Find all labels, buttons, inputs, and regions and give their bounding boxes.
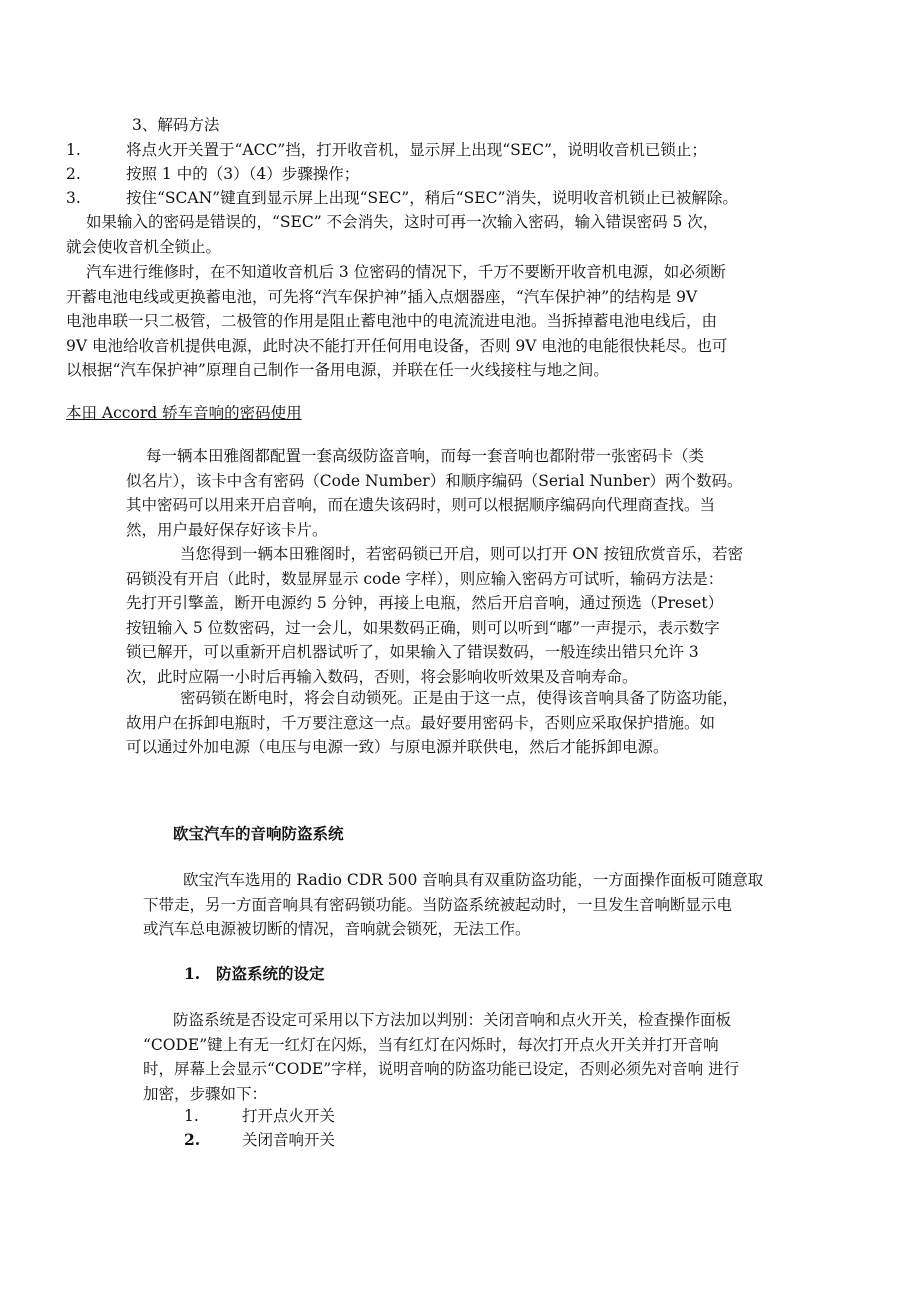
list-item: 1. 打开点火开关	[184, 1107, 336, 1125]
paragraph: 欧宝汽车选用的 Radio CDR 500 音响具有双重防盗功能，一方面操作面板可随意取 下带走，另一方面音响具有密码锁功能。当防盗系统被起动时，一旦发生音响断显示电 或汽车总电源被切断的情况，音响就会锁死，无法工作。	[143, 871, 764, 938]
list-item: 2. 关闭音响开关	[184, 1130, 336, 1149]
paragraph: 汽车进行维修时，在不知道收音机后 3 位密码的情况下，千万不要断开收音机电源，如必须断 开蓄电池电线或更换蓄电池，可先将“汽车保护神”插入点烟器座，“汽车保护神”的结构是 9V 电池串联一只二极管，二极管的作用是阻止蓄电池中的电流流进电池。当拆掉蓄电池电线后，由 9V 电池给收音机提供电源，此时决不能打开任何用电设备，否则 9V 电池的电能很快耗尽。也可 以根据“汽车保护神”原理自己制作一备用电源，并联在任一火线接柱与地之间。	[66, 263, 728, 379]
section-heading: 3、解码方法	[132, 116, 220, 134]
paragraph: 每一辆本田雅阁都配置一套高级防盗音响，而每一套音响也都附带一张密码卡（类 似名片），该卡中含有密码（Code Number）和顺序编码（Serial Nunber）两个数码。 其中密码可以用来开启音响，而在遗失该码时，则可以根据顺序编码向代理商查找。当 然，用户最好保存好该卡片。	[126, 447, 743, 539]
paragraph: 如果输入的密码是错误的，“SEC” 不会消失，这时可再一次输入密码，输入错误密码 5 次， 就会使收音机全锁止。	[66, 213, 719, 256]
paragraph: 密码锁在断电时，将会自动锁死。正是由于这一点，使得该音响具备了防盗功能， 故用户在拆卸电瓶时，千万要注意这一点。最好要用密码卡，否则应采取保护措施。如 可以通过外加电源（电压与电源一致）与原电源并联供电，然后才能拆卸电源。	[126, 689, 739, 756]
section-title-link[interactable]: 本田 Accord 轿车音响的密码使用	[66, 404, 302, 422]
list-item: 3. 按住“SCAN”键直到显示屏上出现“SEC”，稍后“SEC”消失，说明收音机锁止已被解除。	[66, 189, 738, 207]
list-item: 1. 将点火开关置于“ACC”挡，打开收音机，显示屏上出现“SEC”，说明收音机已锁止；	[66, 141, 707, 159]
section-title: 欧宝汽车的音响防盗系统	[173, 824, 344, 843]
paragraph: 当您得到一辆本田雅阁时，若密码锁已开启，则可以打开 ON 按钮欣赏音乐，若密 码锁没有开启（此时，数显屏显示 code 字样），则应输入密码方可试听，输码方法是： 先打开引擎盖，断开电源约 5 分钟，再接上电瓶，然后开启音响，通过预选（Preset） 按钮输入 5 位数密码，过一会儿，如果数码正确，则可以听到“嘟”一声提示，表示数字 锁已解开，可以重新开启机器试听了，如果输入了错误数码，一般连续出错只允许 3 次，此时应隔一小时后再输入数码，否则，将会影响收听效果及音响寿命。	[126, 545, 744, 686]
paragraph: 防盗系统是否设定可采用以下方法加以判别：关闭音响和点火开关，检查操作面板 “CODE”键上有无一红灯在闪烁，当有红灯在闪烁时，每次打开点火开关并打开音响 时，屏幕上会显示“CODE”字样，说明音响的防盗功能已设定，否则必须先对音响 进行 加密，步骤如下：	[143, 1011, 740, 1103]
subsection-heading: 1. 防盗系统的设定	[184, 964, 325, 983]
list-item: 2. 按照 1 中的（3）（4）步骤操作；	[66, 165, 360, 183]
